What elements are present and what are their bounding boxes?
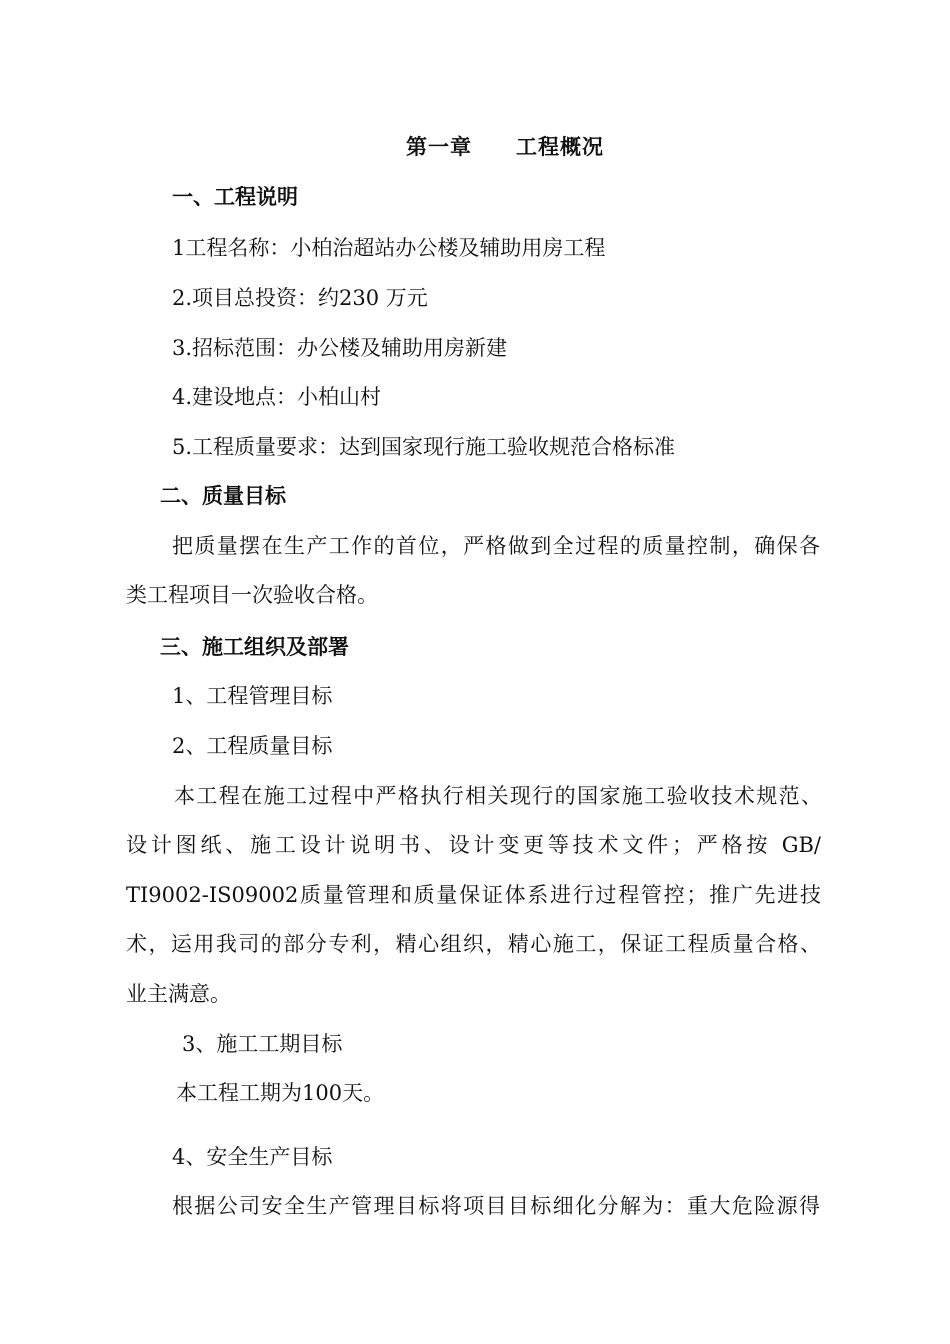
list-item-quality-requirement: 5.工程质量要求：达到国家现行施工验收规范合格标准: [172, 435, 676, 459]
paragraph-line: 业主满意。: [126, 982, 231, 1006]
list-item-construction-site: 4.建设地点：小柏山村: [172, 385, 382, 409]
subheading-management-goal: 1、工程管理目标: [172, 684, 333, 708]
paragraph-line: 把质量摆在生产工作的首位，严格做到全过程的质量控制，确保各: [172, 534, 820, 558]
subheading-safety-goal: 4、安全生产目标: [172, 1145, 333, 1169]
paragraph-line: 类工程项目一次验收合格。: [126, 583, 378, 607]
subheading-quality-goal: 2、工程质量目标: [172, 734, 333, 758]
list-item-total-investment: 2.项目总投资：约230 万元: [172, 286, 428, 310]
section-heading-quality-goal: 二、质量目标: [160, 484, 286, 508]
paragraph-line: TI9002-IS09002质量管理和质量保证体系进行过程管控；推广先进技: [126, 883, 821, 907]
subheading-schedule-goal: 3、施工工期目标: [182, 1032, 343, 1056]
paragraph-line: 本工程在施工过程中严格执行相关现行的国家施工验收技术规范、: [174, 784, 822, 808]
schedule-text: 本工程工期为100天。: [176, 1081, 385, 1105]
list-item-bidding-scope: 3.招标范围：办公楼及辅助用房新建: [172, 336, 508, 360]
paragraph-line: 术，运用我司的部分专利，精心组织，精心施工，保证工程质量合格、: [126, 932, 821, 956]
paragraph-line: 设计图纸、施工设计说明书、设计变更等技术文件；严格按 GB/: [126, 833, 821, 857]
chapter-title: 第一章 工程概况: [406, 135, 604, 159]
list-item-project-name: 1工程名称：小柏治超站办公楼及辅助用房工程: [172, 236, 606, 260]
section-heading-project-description: 一、工程说明: [172, 185, 298, 209]
safety-text: 根据公司安全生产管理目标将项目目标细化分解为：重大危险源得: [172, 1194, 820, 1218]
section-heading-organization: 三、施工组织及部署: [160, 635, 349, 659]
